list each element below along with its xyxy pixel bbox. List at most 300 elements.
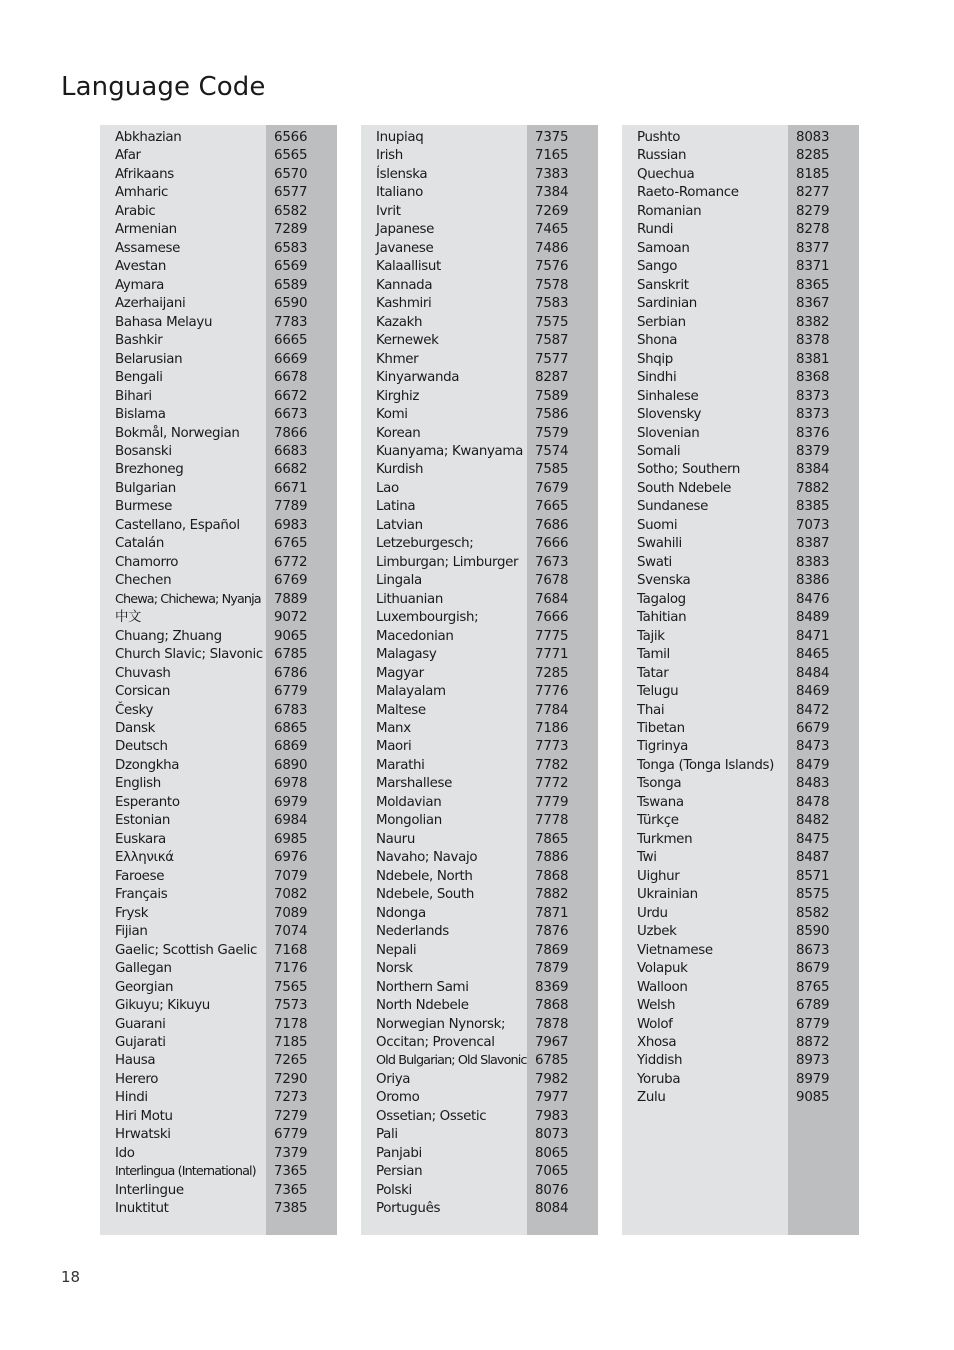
language-name: Malagasy xyxy=(376,647,437,663)
table-row xyxy=(376,1145,598,1163)
language-code: 8385 xyxy=(796,499,830,515)
language-code: 8278 xyxy=(796,222,830,238)
table-row xyxy=(637,351,859,369)
language-code: 7385 xyxy=(274,1201,308,1217)
language-name: Ndebele, North xyxy=(376,868,473,884)
language-code: 6583 xyxy=(274,240,308,256)
language-code: 8473 xyxy=(796,739,830,755)
language-name: Nederlands xyxy=(376,924,449,940)
language-name: Irish xyxy=(376,148,403,164)
language-code: 6671 xyxy=(274,480,308,496)
language-name: Ndonga xyxy=(376,905,426,921)
language-name: Lao xyxy=(376,480,399,496)
language-name: Bulgarian xyxy=(115,480,176,496)
language-code: 7673 xyxy=(535,554,569,570)
language-code: 8679 xyxy=(796,961,830,977)
language-name: Lingala xyxy=(376,573,422,589)
language-name: Thai xyxy=(637,702,665,718)
language-code: 8478 xyxy=(796,794,830,810)
table-row xyxy=(115,591,337,609)
table-row xyxy=(637,480,859,498)
language-name: Wolof xyxy=(637,1016,673,1032)
table-row xyxy=(115,258,337,276)
language-name: Tatar xyxy=(637,665,669,681)
language-name: Komi xyxy=(376,407,408,423)
language-code: 6786 xyxy=(274,665,308,681)
table-row xyxy=(115,905,337,923)
language-name: Serbian xyxy=(637,314,686,330)
language-code: 8365 xyxy=(796,277,830,293)
language-name: Welsh xyxy=(637,998,676,1014)
language-name: Tagalog xyxy=(637,591,686,607)
language-name: Chuvash xyxy=(115,665,171,681)
language-code: 8185 xyxy=(796,166,830,182)
table-row xyxy=(115,794,337,812)
language-name: Ido xyxy=(115,1145,135,1161)
language-code: 6582 xyxy=(274,203,308,219)
table-row xyxy=(637,646,859,664)
language-name: Kirghiz xyxy=(376,388,420,404)
language-code: 8373 xyxy=(796,407,830,423)
table-row xyxy=(376,757,598,775)
language-code: 7269 xyxy=(535,203,569,219)
language-code: 6979 xyxy=(274,794,308,810)
table-row xyxy=(376,498,598,516)
language-name: Ndebele, South xyxy=(376,887,474,903)
table-row xyxy=(637,147,859,165)
language-code: 7168 xyxy=(274,942,308,958)
language-name: Norwegian Nynorsk; xyxy=(376,1016,506,1032)
table-row xyxy=(115,314,337,332)
language-code: 6865 xyxy=(274,721,308,736)
language-name: Ukrainian xyxy=(637,887,698,903)
table-row xyxy=(115,572,337,590)
language-name: Amharic xyxy=(115,185,169,201)
language-code: 8083 xyxy=(796,130,830,145)
language-code: 8590 xyxy=(796,924,830,940)
language-name: Volapuk xyxy=(637,961,688,977)
table-row xyxy=(115,554,337,572)
table-row xyxy=(376,628,598,646)
language-name: Hrwatski xyxy=(115,1127,171,1143)
language-code: 7579 xyxy=(535,425,569,441)
table-row xyxy=(637,258,859,276)
table-row xyxy=(115,406,337,424)
table-row xyxy=(376,277,598,295)
table-row xyxy=(115,757,337,775)
table-row xyxy=(376,258,598,276)
table-row xyxy=(115,1200,337,1218)
table-row xyxy=(115,351,337,369)
language-name: Interlingue xyxy=(115,1182,184,1198)
language-code: 7878 xyxy=(535,1016,569,1032)
language-code: 7876 xyxy=(535,924,569,940)
language-name: Pali xyxy=(376,1127,398,1143)
language-name: Sindhi xyxy=(637,370,677,386)
language-code: 7176 xyxy=(274,961,308,977)
table-rows xyxy=(115,129,337,1219)
language-name: Sardinian xyxy=(637,296,697,312)
language-code: 9072 xyxy=(274,610,308,626)
table-row xyxy=(115,923,337,941)
language-code: 7773 xyxy=(535,739,569,755)
language-name: Afrikaans xyxy=(115,166,174,182)
language-name: Uzbek xyxy=(637,924,677,940)
table-row xyxy=(376,665,598,683)
language-name: Arabic xyxy=(115,203,156,219)
language-code: 7576 xyxy=(535,259,569,275)
table-row xyxy=(637,461,859,479)
language-code: 8279 xyxy=(796,203,830,219)
language-code: 6869 xyxy=(274,739,308,755)
language-name: Kuanyama; Kwanyama xyxy=(376,443,523,459)
language-name: Oromo xyxy=(376,1090,420,1106)
table-row xyxy=(115,1034,337,1052)
language-name: Yoruba xyxy=(637,1071,681,1087)
language-code: 7784 xyxy=(535,702,569,718)
language-name: Letzeburgesch; xyxy=(376,536,474,552)
table-row xyxy=(376,1126,598,1144)
table-row xyxy=(637,498,859,516)
language-name: Pushto xyxy=(637,130,681,145)
language-name: Tajik xyxy=(637,628,665,644)
language-name: 中文 xyxy=(115,610,142,626)
table-row xyxy=(115,147,337,165)
language-code: 7778 xyxy=(535,813,569,829)
language-name: Walloon xyxy=(637,979,688,995)
language-name: Armenian xyxy=(115,222,177,238)
language-code: 8469 xyxy=(796,684,830,700)
table-row xyxy=(376,240,598,258)
language-name: Lithuanian xyxy=(376,591,444,607)
language-name: Frysk xyxy=(115,905,149,921)
language-code: 8383 xyxy=(796,554,830,570)
table-row xyxy=(637,831,859,849)
language-name: Bokmål, Norwegian xyxy=(115,425,240,441)
language-name: Norsk xyxy=(376,961,413,977)
language-code: 8277 xyxy=(796,185,830,201)
language-name: Vietnamese xyxy=(637,942,713,958)
table-row xyxy=(637,388,859,406)
language-name: Faroese xyxy=(115,868,165,884)
language-name: Macedonian xyxy=(376,628,454,644)
table-row xyxy=(115,683,337,701)
language-code: 7365 xyxy=(274,1164,308,1180)
table-row xyxy=(376,351,598,369)
table-row xyxy=(115,886,337,904)
table-row xyxy=(376,1034,598,1052)
language-code: 8368 xyxy=(796,370,830,386)
table-row xyxy=(637,775,859,793)
table-row xyxy=(115,166,337,184)
table-row xyxy=(637,1089,859,1107)
language-code: 6669 xyxy=(274,351,308,367)
language-code: 6890 xyxy=(274,757,308,773)
table-row xyxy=(376,572,598,590)
language-code: 6682 xyxy=(274,462,308,478)
language-code: 6772 xyxy=(274,554,308,570)
table-row xyxy=(637,240,859,258)
language-code: 6984 xyxy=(274,813,308,829)
table-row xyxy=(376,609,598,627)
language-name: Sundanese xyxy=(637,499,708,515)
language-name: Kalaallisut xyxy=(376,259,441,275)
language-code: 8373 xyxy=(796,388,830,404)
table-row xyxy=(376,738,598,756)
language-name: Deutsch xyxy=(115,739,168,755)
language-code: 7285 xyxy=(535,665,569,681)
language-code: 7079 xyxy=(274,868,308,884)
table-rows xyxy=(376,129,598,1219)
table-row xyxy=(376,535,598,553)
table-row xyxy=(637,849,859,867)
language-code: 7379 xyxy=(274,1145,308,1161)
table-row xyxy=(376,905,598,923)
language-code: 8287 xyxy=(535,370,569,386)
language-code: 7583 xyxy=(535,296,569,312)
table-row xyxy=(637,812,859,830)
language-name: Afar xyxy=(115,148,141,164)
language-code: 6783 xyxy=(274,702,308,718)
language-code: 8483 xyxy=(796,776,830,792)
language-code: 7065 xyxy=(535,1164,569,1180)
language-code: 8367 xyxy=(796,296,830,312)
table-row xyxy=(376,295,598,313)
language-code: 8065 xyxy=(535,1145,569,1161)
language-code: 8386 xyxy=(796,573,830,589)
language-name: Belarusian xyxy=(115,351,183,367)
table-row xyxy=(115,702,337,720)
language-name: Northern Sami xyxy=(376,979,469,995)
language-code: 7589 xyxy=(535,388,569,404)
table-row xyxy=(637,591,859,609)
table-row xyxy=(376,868,598,886)
language-code: 9065 xyxy=(274,628,308,644)
language-code: 6779 xyxy=(274,1127,308,1143)
language-name: Inuktitut xyxy=(115,1201,169,1217)
language-code: 7977 xyxy=(535,1090,569,1106)
table-row xyxy=(376,942,598,960)
table-row xyxy=(115,1182,337,1200)
language-name: Shona xyxy=(637,333,678,349)
table-row xyxy=(115,240,337,258)
table-row xyxy=(376,203,598,221)
table-row xyxy=(115,720,337,738)
table-row xyxy=(115,517,337,535)
language-name: Herero xyxy=(115,1071,159,1087)
table-row xyxy=(376,443,598,461)
language-code: 7585 xyxy=(535,462,569,478)
table-row xyxy=(115,979,337,997)
language-code: 6566 xyxy=(274,130,308,145)
table-row xyxy=(376,388,598,406)
language-code: 6976 xyxy=(274,850,308,866)
table-row xyxy=(376,184,598,202)
language-code-table-2 xyxy=(361,125,598,1235)
table-row xyxy=(115,775,337,793)
language-name: Sinhalese xyxy=(637,388,699,404)
language-name: Twi xyxy=(637,850,657,866)
table-row xyxy=(376,960,598,978)
table-row xyxy=(115,277,337,295)
language-code: 7782 xyxy=(535,757,569,773)
table-row xyxy=(115,203,337,221)
table-row xyxy=(637,425,859,443)
page-number: 18 xyxy=(61,1268,81,1286)
language-name: Português xyxy=(376,1201,441,1217)
language-name: Telugu xyxy=(637,684,679,700)
table-row xyxy=(376,147,598,165)
language-name: Gaelic; Scottish Gaelic xyxy=(115,942,257,958)
table-row xyxy=(376,406,598,424)
table-row xyxy=(637,868,859,886)
language-code: 8476 xyxy=(796,591,830,607)
language-name: Gallegan xyxy=(115,961,172,977)
language-name: Korean xyxy=(376,425,421,441)
language-code: 8487 xyxy=(796,850,830,866)
language-name: Castellano, Español xyxy=(115,517,240,533)
language-code: 7678 xyxy=(535,573,569,589)
table-row xyxy=(376,129,598,147)
table-row xyxy=(115,369,337,387)
table-row xyxy=(115,665,337,683)
table-row xyxy=(376,979,598,997)
language-code: 7465 xyxy=(535,222,569,238)
language-name: Chuang; Zhuang xyxy=(115,628,222,644)
language-code: 8387 xyxy=(796,536,830,552)
table-row xyxy=(637,166,859,184)
language-code: 8482 xyxy=(796,813,830,829)
language-name: Maori xyxy=(376,739,412,755)
language-code: 7089 xyxy=(274,905,308,921)
language-name: Turkmen xyxy=(637,831,693,847)
language-name: Kinyarwanda xyxy=(376,370,460,386)
language-code: 8582 xyxy=(796,905,830,921)
language-code: 7577 xyxy=(535,351,569,367)
language-name: Polski xyxy=(376,1182,412,1198)
language-code: 7868 xyxy=(535,868,569,884)
language-name: Occitan; Provencal xyxy=(376,1034,495,1050)
language-code: 9085 xyxy=(796,1090,830,1106)
language-code: 8475 xyxy=(796,831,830,847)
language-name: Kernewek xyxy=(376,333,439,349)
table-row xyxy=(115,1089,337,1107)
table-row xyxy=(115,480,337,498)
table-row xyxy=(376,1200,598,1218)
language-code: 7686 xyxy=(535,517,569,533)
language-name: Brezhoneg xyxy=(115,462,184,478)
language-name: English xyxy=(115,776,161,792)
table-row xyxy=(115,1016,337,1034)
language-name: Česky xyxy=(115,702,154,718)
language-code: 8765 xyxy=(796,979,830,995)
language-code: 8779 xyxy=(796,1016,830,1032)
language-code: 6590 xyxy=(274,296,308,312)
language-code: 7578 xyxy=(535,277,569,293)
table-row xyxy=(376,1016,598,1034)
table-row xyxy=(376,812,598,830)
language-name: Moldavian xyxy=(376,794,442,810)
table-row xyxy=(115,295,337,313)
table-row xyxy=(637,905,859,923)
language-name: Svenska xyxy=(637,573,691,589)
language-name: Xhosa xyxy=(637,1034,677,1050)
table-row xyxy=(115,942,337,960)
table-row xyxy=(376,702,598,720)
table-row xyxy=(637,184,859,202)
language-code: 8465 xyxy=(796,647,830,663)
language-code: 7073 xyxy=(796,517,830,533)
table-row xyxy=(637,295,859,313)
language-code: 6683 xyxy=(274,443,308,459)
table-row xyxy=(115,997,337,1015)
language-code: 6570 xyxy=(274,166,308,182)
table-row xyxy=(115,498,337,516)
language-code: 7587 xyxy=(535,333,569,349)
language-code: 6678 xyxy=(274,370,308,386)
table-row xyxy=(376,425,598,443)
table-row xyxy=(376,923,598,941)
table-row xyxy=(637,960,859,978)
language-name: Swati xyxy=(637,554,672,570)
language-code: 8673 xyxy=(796,942,830,958)
table-row xyxy=(115,332,337,350)
language-name: Marathi xyxy=(376,757,425,773)
language-code: 7375 xyxy=(535,130,569,145)
language-name: South Ndebele xyxy=(637,480,732,496)
language-code: 7384 xyxy=(535,185,569,201)
language-name: Interlingua (International) xyxy=(115,1164,256,1180)
language-code: 8575 xyxy=(796,887,830,903)
table-row xyxy=(376,166,598,184)
language-code: 8073 xyxy=(535,1127,569,1143)
language-code: 7684 xyxy=(535,591,569,607)
table-row xyxy=(376,1052,598,1070)
language-name: Tswana xyxy=(637,794,684,810)
table-row xyxy=(115,960,337,978)
language-name: Yiddish xyxy=(637,1053,683,1069)
language-code: 7772 xyxy=(535,776,569,792)
language-name: Hiri Motu xyxy=(115,1108,173,1124)
language-code: 7886 xyxy=(535,850,569,866)
language-name: Kurdish xyxy=(376,462,424,478)
table-row xyxy=(637,406,859,424)
language-name: Ελληνικά xyxy=(115,850,174,866)
language-code: 7186 xyxy=(535,721,569,736)
language-name: Estonian xyxy=(115,813,170,829)
language-name: Sango xyxy=(637,259,678,275)
table-row xyxy=(115,868,337,886)
language-code: 7185 xyxy=(274,1034,308,1050)
table-row xyxy=(115,609,337,627)
language-name: Suomi xyxy=(637,517,678,533)
table-row xyxy=(637,609,859,627)
language-code: 6577 xyxy=(274,185,308,201)
language-code: 8371 xyxy=(796,259,830,275)
language-name: Bengali xyxy=(115,370,163,386)
language-code: 8472 xyxy=(796,702,830,718)
table-row xyxy=(376,683,598,701)
table-row xyxy=(115,1145,337,1163)
language-code: 6673 xyxy=(274,407,308,423)
language-name: Latvian xyxy=(376,517,423,533)
language-name: Esperanto xyxy=(115,794,180,810)
language-name: Kazakh xyxy=(376,314,423,330)
language-code: 8973 xyxy=(796,1053,830,1069)
language-name: Euskara xyxy=(115,831,166,847)
language-code: 8379 xyxy=(796,443,830,459)
language-name: Kannada xyxy=(376,277,433,293)
